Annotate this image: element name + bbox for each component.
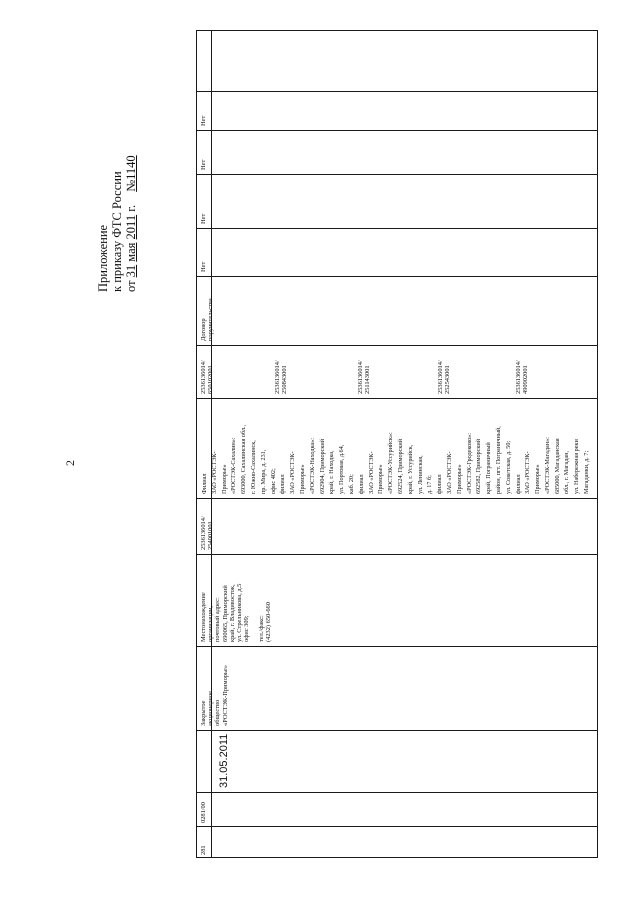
branch-code: 2536136014/ 490902001	[515, 360, 530, 394]
row-index: 281	[200, 845, 207, 855]
order-month: мая	[124, 242, 138, 262]
order-number: №1140	[124, 155, 138, 192]
flag-cell: Нет	[200, 261, 207, 272]
branch-code: 2536136014/ 650102001	[200, 360, 215, 394]
order-reference: к приказу ФТС России	[110, 171, 124, 292]
page-number: 2	[63, 460, 77, 466]
inn-kpp: 2536136014/ 254001001	[200, 516, 215, 550]
order-date-line: от 31 мая 2011 г. №1140	[124, 155, 138, 292]
registration-number: 0281/00	[200, 802, 207, 823]
guarantee-agreement: Договор поручительства	[200, 298, 215, 341]
order-header	[96, 155, 138, 292]
registration-date: 31.05.2011	[218, 733, 230, 788]
organization-location: Местонахождение организации, почтовый адрес: 690065, Приморский край, г. Владивосток, ул. Стрельникова, д.5 офис 309; тел./факс: (4232) 650-660	[200, 583, 272, 642]
branch-code: 2536136014/ 250843001	[274, 360, 289, 394]
branch-code: 2536136014/ 252543001	[437, 360, 452, 394]
organization-name: Закрытое акционерное общество «РОСТЭК-Приморье»	[200, 665, 229, 726]
flag-cell: Нет	[200, 115, 207, 126]
branches-list: Филиал ЗАО «РОСТЭК- Приморье» «РОСТЭК-Сахалин»: 693000, Сахалинская обл., г. Южно-Сахалинск, пр. Мира, д. 231, офис 402; филиал ЗАО «РОСТЭК- Приморье» «РОСТЭК-Находка»: 692904, Приморский край, г. Находка, ул. Портовая, д.64, каб. 20; филиал ЗАО «РОСТЭК- Приморье» «РОСТЭК-Уссурийск»: 692524, Приморский край, г. Уссурийск, ул. Ленинская, д. 17 б; филиал ЗАО «РОСТЭК- Приморье» «РОСТЭК-Гродеково»: 692582, Приморский край, Пограничный район, пгт. Пограничный, ул. Советская, д. 50; филиал ЗАО «РОСТЭК- Приморье» «РОСТЭК-Магадан»: 685000, Магаданская обл., г. Магадан, ул. Набережная реки Магаданки, д. 7;	[201, 424, 591, 494]
branch-code: 2536136014/ 251143001	[357, 360, 372, 394]
appendix-title: Приложение	[96, 224, 110, 292]
flag-cell: Нет	[200, 159, 207, 170]
order-year: 2011	[124, 214, 138, 240]
flag-cell: Нет	[200, 213, 207, 224]
order-day: 31	[124, 264, 138, 278]
